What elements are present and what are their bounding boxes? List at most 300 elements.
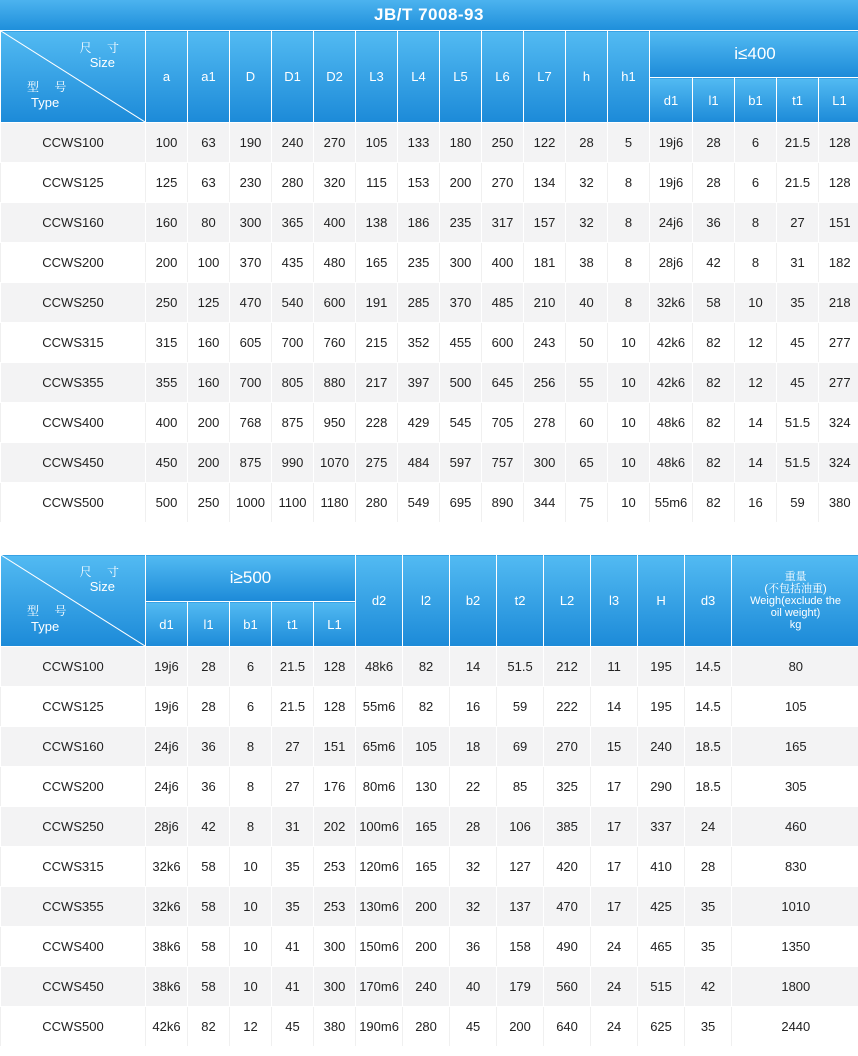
value-cell: 760 [314,323,356,363]
value-cell: 8 [608,203,650,243]
value-cell: 45 [777,363,819,403]
value-cell: 768 [230,403,272,443]
corner-header [1,555,146,647]
value-cell: 277 [819,363,858,403]
value-cell: 28 [693,163,735,203]
value-cell: 470 [230,283,272,323]
type-cell: CCWS100 [1,123,146,163]
value-cell: 181 [524,243,566,283]
value-cell: 250 [146,283,188,323]
value-cell: 14 [735,403,777,443]
value-cell: 285 [398,283,440,323]
value-cell: 42 [685,967,732,1007]
value-cell: 597 [440,443,482,483]
type-cell: CCWS315 [1,847,146,887]
table-row [1,967,858,1007]
value-cell: 210 [524,283,566,323]
value-cell: 200 [146,243,188,283]
value-cell: 127 [497,847,544,887]
value-cell: 230 [230,163,272,203]
col-header: l3 [591,555,638,647]
value-cell: 21.5 [272,647,314,687]
type-cell: CCWS160 [1,203,146,243]
value-cell: 186 [398,203,440,243]
group-col-header: d1 [146,602,188,647]
table-row [1,687,858,727]
value-cell: 82 [693,323,735,363]
value-cell: 38 [566,243,608,283]
table-row [1,727,858,767]
type-cell: CCWS200 [1,243,146,283]
value-cell: 51.5 [497,647,544,687]
value-cell: 128 [314,687,356,727]
value-cell: 48k6 [650,443,693,483]
value-cell: 235 [398,243,440,283]
value-cell: 105 [356,123,398,163]
value-cell: 27 [272,727,314,767]
value-cell: 16 [735,483,777,523]
value-cell: 105 [403,727,450,767]
value-cell: 465 [638,927,685,967]
value-cell: 429 [398,403,440,443]
value-cell: 32 [450,847,497,887]
value-cell: 10 [608,323,650,363]
value-cell: 370 [230,243,272,283]
value-cell: 28 [450,807,497,847]
table-row [1,163,858,203]
value-cell: 63 [188,163,230,203]
col-header: L7 [524,31,566,123]
col-header: d3 [685,555,732,647]
value-cell: 470 [544,887,591,927]
value-cell: 31 [272,807,314,847]
value-cell: 100m6 [356,807,403,847]
value-cell: 134 [524,163,566,203]
value-cell: 59 [777,483,819,523]
value-cell: 122 [524,123,566,163]
value-cell: 195 [638,687,685,727]
size-en-label: Size [89,579,115,594]
value-cell: 280 [356,483,398,523]
dimension-table-1 [0,30,858,523]
value-cell: 14 [450,647,497,687]
value-cell: 450 [146,443,188,483]
value-cell: 58 [188,847,230,887]
value-cell: 28j6 [650,243,693,283]
value-cell: 18.5 [685,727,732,767]
value-cell: 100 [146,123,188,163]
value-cell: 549 [398,483,440,523]
value-cell: 2440 [732,1007,858,1047]
type-cell: CCWS250 [1,283,146,323]
type-cell: CCWS400 [1,927,146,967]
value-cell: 14 [735,443,777,483]
value-cell: 60 [566,403,608,443]
value-cell: 484 [398,443,440,483]
value-cell: 222 [544,687,591,727]
type-cell: CCWS450 [1,967,146,1007]
value-cell: 370 [440,283,482,323]
value-cell: 700 [272,323,314,363]
value-cell: 82 [403,647,450,687]
value-cell: 324 [819,443,858,483]
value-cell: 100 [188,243,230,283]
value-cell: 545 [440,403,482,443]
value-cell: 42k6 [650,363,693,403]
value-cell: 290 [638,767,685,807]
ratio-group-header: i≥500 [146,555,356,602]
value-cell: 1000 [230,483,272,523]
col-header: h [566,31,608,123]
type-cell: CCWS125 [1,163,146,203]
value-cell: 1070 [314,443,356,483]
value-cell: 85 [497,767,544,807]
value-cell: 228 [356,403,398,443]
value-cell: 17 [591,807,638,847]
col-header: L5 [440,31,482,123]
value-cell: 55 [566,363,608,403]
size-cn-label: 尺 寸 [79,565,125,579]
value-cell: 17 [591,847,638,887]
table-row [1,323,858,363]
value-cell: 55m6 [356,687,403,727]
value-cell: 757 [482,443,524,483]
value-cell: 125 [146,163,188,203]
value-cell: 158 [497,927,544,967]
value-cell: 35 [272,847,314,887]
value-cell: 120m6 [356,847,403,887]
value-cell: 240 [403,967,450,1007]
value-cell: 28 [188,687,230,727]
value-cell: 215 [356,323,398,363]
value-cell: 130m6 [356,887,403,927]
table-row [1,1007,858,1047]
value-cell: 950 [314,403,356,443]
value-cell: 36 [450,927,497,967]
value-cell: 10 [230,927,272,967]
value-cell: 600 [482,323,524,363]
col-header: L2 [544,555,591,647]
value-cell: 28 [566,123,608,163]
value-cell: 105 [732,687,858,727]
value-cell: 10 [608,483,650,523]
value-cell: 1800 [732,967,858,1007]
value-cell: 305 [732,767,858,807]
value-cell: 250 [482,123,524,163]
value-cell: 170m6 [356,967,403,1007]
value-cell: 300 [314,967,356,1007]
group-col-header: L1 [314,602,356,647]
type-cell: CCWS500 [1,483,146,523]
value-cell: 180 [440,123,482,163]
col-header: L6 [482,31,524,123]
value-cell: 278 [524,403,566,443]
value-cell: 250 [188,483,230,523]
value-cell: 35 [685,927,732,967]
value-cell: 6 [735,163,777,203]
value-cell: 32 [566,203,608,243]
value-cell: 128 [314,647,356,687]
value-cell: 385 [544,807,591,847]
value-cell: 325 [544,767,591,807]
value-cell: 24j6 [650,203,693,243]
value-cell: 600 [314,283,356,323]
value-cell: 14 [591,687,638,727]
group-col-header: t1 [272,602,314,647]
col-header: d2 [356,555,403,647]
value-cell: 24 [685,807,732,847]
value-cell: 300 [314,927,356,967]
value-cell: 560 [544,967,591,1007]
value-cell: 160 [188,323,230,363]
col-header: D [230,31,272,123]
value-cell: 190 [230,123,272,163]
value-cell: 344 [524,483,566,523]
value-cell: 277 [819,323,858,363]
value-cell: 875 [272,403,314,443]
weight-header [732,555,858,647]
value-cell: 256 [524,363,566,403]
value-cell: 32 [450,887,497,927]
group-col-header: l1 [693,78,735,123]
value-cell: 35 [685,887,732,927]
value-cell: 160 [188,363,230,403]
value-cell: 17 [591,887,638,927]
value-cell: 32k6 [650,283,693,323]
type-cell: CCWS100 [1,647,146,687]
value-cell: 32k6 [146,887,188,927]
value-cell: 165 [356,243,398,283]
group-col-header: l1 [188,602,230,647]
value-cell: 24 [591,967,638,1007]
value-cell: 179 [497,967,544,1007]
group-col-header: b1 [735,78,777,123]
value-cell: 400 [482,243,524,283]
value-cell: 14.5 [685,687,732,727]
type-en-label: Type [31,95,60,110]
value-cell: 830 [732,847,858,887]
table-row [1,927,858,967]
value-cell: 82 [693,363,735,403]
value-cell: 490 [544,927,591,967]
value-cell: 253 [314,887,356,927]
value-cell: 515 [638,967,685,1007]
value-cell: 6 [230,647,272,687]
value-cell: 128 [819,123,858,163]
value-cell: 80 [732,647,858,687]
value-cell: 191 [356,283,398,323]
value-cell: 12 [735,323,777,363]
table-row [1,403,858,443]
size-cn-label: 尺 寸 [79,41,125,55]
type-cell: CCWS355 [1,363,146,403]
value-cell: 202 [314,807,356,847]
value-cell: 28 [188,647,230,687]
value-cell: 36 [693,203,735,243]
col-header: b2 [450,555,497,647]
value-cell: 1100 [272,483,314,523]
value-cell: 17 [591,767,638,807]
value-cell: 14.5 [685,647,732,687]
value-cell: 42k6 [650,323,693,363]
value-cell: 28 [685,847,732,887]
value-cell: 58 [693,283,735,323]
corner-header [1,31,146,123]
value-cell: 16 [450,687,497,727]
value-cell: 200 [188,403,230,443]
value-cell: 69 [497,727,544,767]
value-cell: 106 [497,807,544,847]
value-cell: 12 [230,1007,272,1047]
table-row [1,483,858,523]
value-cell: 8 [608,163,650,203]
value-cell: 24 [591,927,638,967]
value-cell: 151 [819,203,858,243]
value-cell: 21.5 [777,163,819,203]
value-cell: 38k6 [146,927,188,967]
value-cell: 40 [566,283,608,323]
value-cell: 18 [450,727,497,767]
value-cell: 165 [403,807,450,847]
value-cell: 200 [403,927,450,967]
value-cell: 280 [403,1007,450,1047]
value-cell: 125 [188,283,230,323]
value-cell: 253 [314,847,356,887]
value-cell: 65m6 [356,727,403,767]
value-cell: 805 [272,363,314,403]
value-cell: 270 [544,727,591,767]
value-cell: 397 [398,363,440,403]
value-cell: 19j6 [146,647,188,687]
value-cell: 27 [272,767,314,807]
value-cell: 460 [732,807,858,847]
value-cell: 275 [356,443,398,483]
value-cell: 151 [314,727,356,767]
table-row [1,443,858,483]
value-cell: 82 [188,1007,230,1047]
value-cell: 195 [638,647,685,687]
value-cell: 280 [272,163,314,203]
col-header: l2 [403,555,450,647]
value-cell: 200 [497,1007,544,1047]
value-cell: 80 [188,203,230,243]
value-cell: 355 [146,363,188,403]
value-cell: 45 [777,323,819,363]
value-cell: 42 [188,807,230,847]
value-cell: 240 [638,727,685,767]
table-title: JB/T 7008-93 [0,0,858,30]
col-header: D2 [314,31,356,123]
table-row [1,203,858,243]
value-cell: 41 [272,927,314,967]
value-cell: 640 [544,1007,591,1047]
value-cell: 165 [403,847,450,887]
col-header: a [146,31,188,123]
value-cell: 8 [230,767,272,807]
value-cell: 8 [735,203,777,243]
value-cell: 8 [230,807,272,847]
table-row [1,847,858,887]
value-cell: 128 [819,163,858,203]
col-header: L3 [356,31,398,123]
col-header: L4 [398,31,440,123]
type-cell: CCWS200 [1,767,146,807]
value-cell: 82 [403,687,450,727]
table-row [1,243,858,283]
value-cell: 270 [314,123,356,163]
table-row [1,123,858,163]
col-header: h1 [608,31,650,123]
value-cell: 10 [230,887,272,927]
group-col-header: d1 [650,78,693,123]
value-cell: 48k6 [650,403,693,443]
value-cell: 51.5 [777,443,819,483]
value-cell: 48k6 [356,647,403,687]
value-cell: 10 [735,283,777,323]
value-cell: 1180 [314,483,356,523]
value-cell: 890 [482,483,524,523]
value-cell: 38k6 [146,967,188,1007]
value-cell: 380 [314,1007,356,1047]
value-cell: 18.5 [685,767,732,807]
value-cell: 65 [566,443,608,483]
value-cell: 200 [440,163,482,203]
value-cell: 425 [638,887,685,927]
value-cell: 28 [693,123,735,163]
value-cell: 82 [693,483,735,523]
value-cell: 300 [230,203,272,243]
type-cell: CCWS160 [1,727,146,767]
value-cell: 217 [356,363,398,403]
value-cell: 32k6 [146,847,188,887]
value-cell: 58 [188,967,230,1007]
type-cell: CCWS125 [1,687,146,727]
value-cell: 35 [685,1007,732,1047]
value-cell: 6 [735,123,777,163]
value-cell: 400 [146,403,188,443]
value-cell: 8 [608,243,650,283]
value-cell: 485 [482,283,524,323]
type-cell: CCWS315 [1,323,146,363]
value-cell: 115 [356,163,398,203]
value-cell: 27 [777,203,819,243]
type-cell: CCWS500 [1,1007,146,1047]
value-cell: 700 [230,363,272,403]
value-cell: 35 [777,283,819,323]
value-cell: 82 [693,443,735,483]
col-header: H [638,555,685,647]
value-cell: 190m6 [356,1007,403,1047]
value-cell: 420 [544,847,591,887]
type-cell: CCWS250 [1,807,146,847]
value-cell: 137 [497,887,544,927]
value-cell: 243 [524,323,566,363]
weight-header-line: (不包括油重) [764,582,827,595]
type-cell: CCWS355 [1,887,146,927]
value-cell: 176 [314,767,356,807]
value-cell: 705 [482,403,524,443]
value-cell: 130 [403,767,450,807]
table-row [1,647,858,687]
value-cell: 21.5 [272,687,314,727]
value-cell: 365 [272,203,314,243]
value-cell: 11 [591,647,638,687]
value-cell: 82 [693,403,735,443]
value-cell: 41 [272,967,314,1007]
value-cell: 8 [230,727,272,767]
value-cell: 200 [188,443,230,483]
dimension-table-2 [0,554,858,1047]
